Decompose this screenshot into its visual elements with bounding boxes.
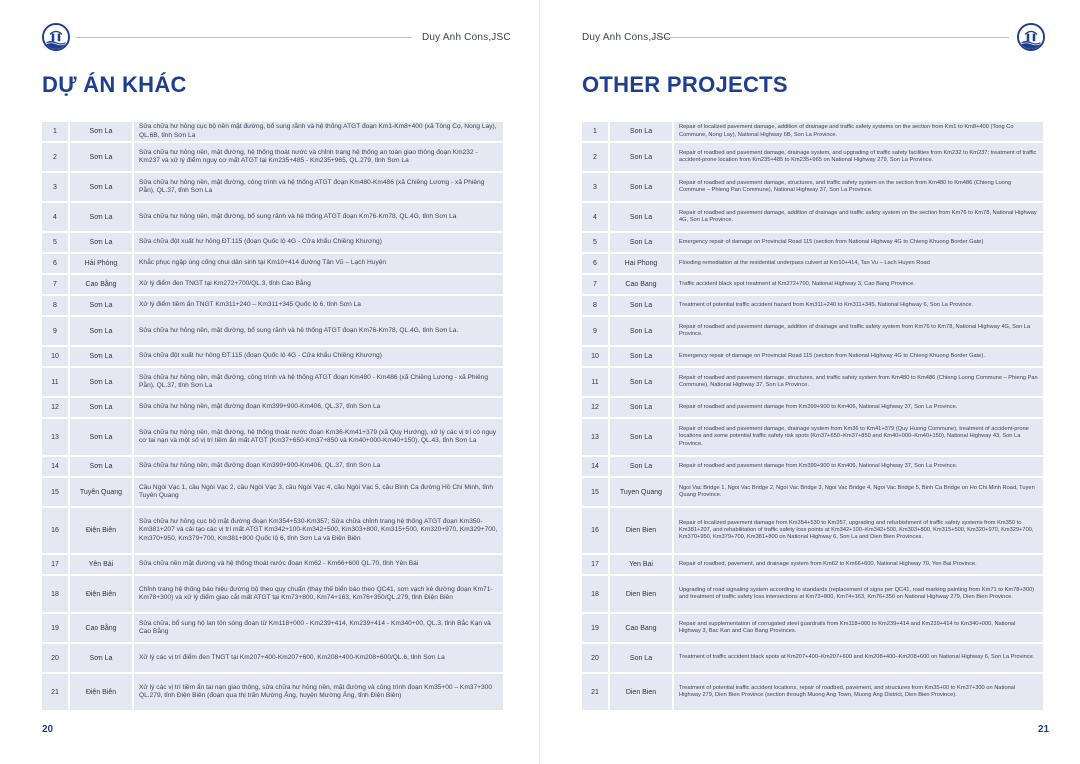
row-number: 7 — [582, 275, 610, 294]
projects-table-body — [42, 122, 503, 710]
row-number: 6 — [42, 254, 70, 273]
row-description: Repair of roadbed and pavement damage, drainage system, and upgrading of traffic safety facilities from Km232 to Km237; treatment of traffic accident-prone location from Km235+485 to Km235+965 on National Highway 279, Son La Province. — [674, 143, 1043, 171]
table-row — [42, 173, 503, 201]
table-row — [582, 368, 1043, 396]
row-description: Repair of localized pavement damage, addition of drainage and traffic safety systems on the section from Km1 to Km8+400 (Tong Co Commune, Nong Lay), National Highway 6B, Son La Province. — [674, 122, 1043, 141]
table-row — [42, 614, 503, 642]
row-number: 13 — [582, 419, 610, 455]
row-description: Sửa chữa hư hỏng nền, mặt đường, hệ thống thoát nước đoạn Km36-Km41+379 (xã Quy Hướng), xử lý các vị trí có nguy cơ tai nạn và một số vị trí tiềm ẩn mất ATGT (Km37+650-Km37+850 và Km40+000-Km40+150), QL.43, tỉnh Sơn La — [134, 419, 503, 455]
row-number: 17 — [582, 555, 610, 574]
row-number: 2 — [582, 143, 610, 171]
row-description: Traffic accident black spot treatment at Km272+700, National Highway 3, Cao Bang Province. — [674, 275, 1043, 294]
row-number: 9 — [582, 317, 610, 345]
row-description: Sửa chữa đột xuất hư hỏng ĐT.115 (đoạn Quốc lộ 4G - Cửa khẩu Chiềng Khương) — [134, 233, 503, 252]
table-row — [42, 254, 503, 273]
row-province: Sơn La — [70, 419, 134, 455]
row-number: 16 — [582, 508, 610, 553]
row-province: Điện Biên — [70, 508, 134, 553]
table-row — [582, 674, 1043, 710]
row-province: Son La — [610, 457, 674, 476]
row-number: 12 — [42, 398, 70, 417]
row-province: Sơn La — [70, 122, 134, 141]
row-description: Emergency repair of damage on Provincial Road 115 (section from National Highway 4G to Chieng Khuong Border Gate) — [674, 233, 1043, 252]
projects-table-vi — [42, 120, 503, 712]
row-number: 15 — [582, 478, 610, 506]
row-description: Chỉnh trang hệ thống báo hiệu đường bộ theo quy chuẩn (thay thế biển báo theo QC41, sơn vạch kẻ đường đoạn Km71-Km78+300) và xử lý điểm giao cắt mất ATGT tại Km73+800, Km74+163, Km76+350/QL.279, tỉnh Điện Biên — [134, 576, 503, 612]
row-number: 19 — [42, 614, 70, 642]
table-row — [582, 275, 1043, 294]
row-province: Son La — [610, 143, 674, 171]
row-description: Sửa chữa, bổ sung hộ lan tôn sóng đoạn từ Km118+000 - Km239+414, Km239+414 - Km340+00, QL.3, tỉnh Bắc Kạn và Cao Bằng — [134, 614, 503, 642]
row-description: Treatment of potential traffic accident locations, repair of roadbed, pavement, and structures from Km35+00 to Km37+300 on National Highway 279, Dien Bien Province (section through Muong Ang Town, Muong Ang District, Dien Bien Province). — [674, 674, 1043, 710]
row-number: 17 — [42, 555, 70, 574]
table-row — [582, 173, 1043, 201]
table-row — [582, 576, 1043, 612]
table-row — [582, 478, 1043, 506]
row-number: 21 — [582, 674, 610, 710]
table-row — [582, 347, 1043, 366]
row-number: 21 — [42, 674, 70, 710]
row-description: Xử lý điểm đen TNGT tại Km272+700/QL.3, tỉnh Cao Bằng — [134, 275, 503, 294]
row-province: Son La — [610, 368, 674, 396]
row-number: 3 — [582, 173, 610, 201]
table-row — [42, 203, 503, 231]
table-row — [582, 233, 1043, 252]
row-province: Son La — [610, 296, 674, 315]
row-description: Repair of roadbed and pavement damage, addition of drainage and traffic safety system from Km76 to Km78, National Highway 4G, Son La Province. — [674, 317, 1043, 345]
table-row — [42, 368, 503, 396]
row-province: Son La — [610, 347, 674, 366]
row-number: 5 — [582, 233, 610, 252]
row-number: 1 — [42, 122, 70, 141]
company-logo-icon — [1017, 23, 1045, 51]
row-province: Cao Bang — [610, 275, 674, 294]
row-description: Emergency repair of damage on Provincial Road 115 (section from National Highway 4G to Chieng Khuong Border Gate). — [674, 347, 1043, 366]
row-description: Repair of roadbed and pavement damage from Km399+900 to Km406, National Highway 37, Son La Province. — [674, 398, 1043, 417]
row-province: Son La — [610, 398, 674, 417]
row-number: 10 — [42, 347, 70, 366]
table-row — [582, 296, 1043, 315]
table-row — [582, 317, 1043, 345]
row-province: Sơn La — [70, 233, 134, 252]
row-province: Yen Bai — [610, 555, 674, 574]
page-title: DỰ ÁN KHÁC — [42, 72, 187, 97]
row-province: Điện Biên — [70, 674, 134, 710]
row-province: Son La — [610, 233, 674, 252]
row-number: 2 — [42, 143, 70, 171]
row-province: Sơn La — [70, 173, 134, 201]
row-description: Sửa chữa hư hỏng nền, mặt đường, công trình và hệ thống ATGT đoạn Km480 - Km486 (xã Chiềng Lương - xã Phiêng Pằn), QL.37, tỉnh Sơn La — [134, 368, 503, 396]
brand-name: Duy Anh Cons,JSC — [582, 32, 671, 43]
row-province: Cao Bằng — [70, 275, 134, 294]
row-number: 11 — [42, 368, 70, 396]
row-number: 16 — [42, 508, 70, 553]
row-province: Yên Bái — [70, 555, 134, 574]
row-number: 4 — [582, 203, 610, 231]
row-province: Dien Bien — [610, 674, 674, 710]
row-description: Sửa chữa hư hỏng nền, mặt đường, công trình và hệ thống ATGT đoạn Km480-Km486 (xã Chiềng Lương - xã Phiêng Pằn), QL.37, tỉnh Sơn La — [134, 173, 503, 201]
right-page — [540, 0, 1080, 764]
row-number: 4 — [42, 203, 70, 231]
row-number: 5 — [42, 233, 70, 252]
row-number: 7 — [42, 275, 70, 294]
table-row — [42, 398, 503, 417]
page-number: 20 — [42, 724, 54, 735]
row-number: 6 — [582, 254, 610, 273]
row-number: 11 — [582, 368, 610, 396]
row-description: Sửa chữa hư hỏng cục bộ nền mặt đường, bổ sung rãnh và hệ thống ATGT đoạn Km1-Km8+400 (xã Tông Cọ, Nong Lay), QL.6B, tỉnh Sơn La — [134, 122, 503, 141]
header-rule — [76, 37, 412, 38]
row-description: Repair of roadbed and pavement damage, addition of drainage and traffic safety system on the section from Km76 to Km78, National Highway 4G, Son La Province. — [674, 203, 1043, 231]
row-description: Repair of roadbed and pavement damage, structures, and traffic safety system on the section from Km480 to Km486 (Chieng Luong Commune – Phieng Pan Commune), National Highway 37, Son La Province. — [674, 173, 1043, 201]
row-description: Repair of localized pavement damage from Km354+530 to Km357, upgrading and refurbishment of traffic safety systems from Km350 to Km381+207, and rehabilitation of traffic safety loss points at Km342+100–Km342+500, Km303+800, Km315+500, Km320+970, Km329+700, Km370+950, Km379+700, Km381+800 on National Highway 6, Son La and Dien Bien Provinces. — [674, 508, 1043, 553]
row-description: Sửa chữa hư hỏng nền, mặt đường đoạn Km399+900-Km406, QL.37, tỉnh Sơn La — [134, 398, 503, 417]
row-province: Son La — [610, 203, 674, 231]
row-province: Điện Biên — [70, 576, 134, 612]
table-row — [42, 644, 503, 672]
row-number: 14 — [582, 457, 610, 476]
table-row — [42, 419, 503, 455]
row-number: 9 — [42, 317, 70, 345]
table-row — [42, 478, 503, 506]
table-row — [582, 122, 1043, 141]
brand-name: Duy Anh Cons,JSC — [422, 32, 511, 43]
row-description: Sửa chữa nền mặt đường và hệ thống thoát nước đoạn Km62 - Km66+600 QL.70, tỉnh Yên Bái — [134, 555, 503, 574]
row-province: Sơn La — [70, 398, 134, 417]
table-row — [582, 555, 1043, 574]
row-number: 14 — [42, 457, 70, 476]
row-description: Treatment of potential traffic accident hazard from Km311+240 to Km311+345, National Highway 6, Son La Province. — [674, 296, 1043, 315]
row-province: Sơn La — [70, 143, 134, 171]
row-province: Dien Bien — [610, 576, 674, 612]
row-description: Xử lý các vị trí điểm đen TNGT tại Km207+400-Km207+600, Km208+400-Km208+600/QL.6, tỉnh Sơn La — [134, 644, 503, 672]
company-logo-icon — [42, 23, 70, 51]
row-number: 8 — [582, 296, 610, 315]
table-row — [42, 347, 503, 366]
row-number: 10 — [582, 347, 610, 366]
row-description: Repair of roadbed and pavement damage from Km399+900 to Km406, National Highway 37, Son La Province. — [674, 457, 1043, 476]
row-province: Sơn La — [70, 457, 134, 476]
row-province: Son La — [610, 122, 674, 141]
table-row — [582, 457, 1043, 476]
row-province: Sơn La — [70, 347, 134, 366]
row-description: Sửa chữa đột xuất hư hỏng ĐT.115 (đoạn Quốc lộ 4G - Cửa khẩu Chiềng Khương) — [134, 347, 503, 366]
table-row — [42, 317, 503, 345]
row-description: Cầu Ngòi Vạc 1, cầu Ngòi Vạc 2, cầu Ngòi Vạc 3, cầu Ngòi Vạc 4, cầu Ngòi Vạc 5, cầu Bình Ca đường Hồ Chí Minh, tỉnh Tuyên Quang — [134, 478, 503, 506]
row-province: Sơn La — [70, 296, 134, 315]
row-number: 19 — [582, 614, 610, 642]
table-row — [42, 233, 503, 252]
row-description: Sửa chữa hư hỏng nền, mặt đường, hệ thống thoát nước và chỉnh trang hệ thống an toàn giao thông đoạn Km232 - Km237 và xử lý điểm nguy cơ mất ATGT tại Km235+485 - Km235+965, QL.279, tỉnh Sơn La — [134, 143, 503, 171]
row-province: Sơn La — [70, 368, 134, 396]
row-description: Sửa chữa hư hỏng nền, mặt đường đoạn Km399+900-Km406, QL.37, tỉnh Sơn La — [134, 457, 503, 476]
row-province: Dien Bien — [610, 508, 674, 553]
row-description: Repair of roadbed, pavement, and drainage system from Km62 to Km66+600, National Highway 70, Yen Bai Province. — [674, 555, 1043, 574]
row-number: 18 — [42, 576, 70, 612]
row-description: Xử lý điểm tiềm ẩn TNGT Km311+240 – Km311+345 Quốc lộ 6, tỉnh Sơn La — [134, 296, 503, 315]
table-row — [582, 508, 1043, 553]
row-description: Repair of roadbed and pavement damage, drainage system from Km36 to Km41+379 (Quy Huong Commune), treatment of accident-prone locations and some potential traffic safety risk spots (Km37+650–Km37+850 and Km40+000–Km40+150), National Highway 43, Son La Province. — [674, 419, 1043, 455]
row-description: Treatment of traffic accident black spots at Km207+400–Km207+600 and Km208+400–Km208+600 on National Highway 6, Son La Province. — [674, 644, 1043, 672]
projects-table-body — [582, 122, 1043, 710]
row-number: 13 — [42, 419, 70, 455]
row-province: Son La — [610, 173, 674, 201]
row-province: Sơn La — [70, 203, 134, 231]
row-description: Sửa chữa hư hỏng nền, mặt đường, bổ sung rãnh và hệ thống ATGT đoạn Km76-Km78, QL.4G, tỉnh Sơn La. — [134, 317, 503, 345]
page-number: 21 — [1038, 724, 1050, 735]
projects-table-en — [582, 120, 1043, 712]
table-row — [42, 555, 503, 574]
table-row — [582, 419, 1043, 455]
row-description: Sửa chữa hư hỏng nền, mặt đường, bổ sung rãnh và hệ thống ATGT đoạn Km76-Km78, QL.4G, tỉnh Sơn La — [134, 203, 503, 231]
table-row — [582, 203, 1043, 231]
row-number: 18 — [582, 576, 610, 612]
row-province: Son La — [610, 644, 674, 672]
table-row — [582, 644, 1043, 672]
row-number: 12 — [582, 398, 610, 417]
row-province: Cao Bang — [610, 614, 674, 642]
table-row — [42, 576, 503, 612]
table-row — [42, 508, 503, 553]
table-row — [42, 143, 503, 171]
row-description: Sửa chữa hư hỏng cục bộ mặt đường đoạn Km354+530-Km357; Sửa chữa chỉnh trang hệ thống ATGT đoạn Km350-Km381+207 và cải tạo các vị trí mất ATGT Km342+100-Km342+500, Km303+800, Km315+500, Km320+970, Km329+700, Km370+950, Km379+700, Km381+800 Quốc lộ 6, tỉnh Sơn La và Điện Biên — [134, 508, 503, 553]
row-description: Khắc phục ngập úng cống chui dân sinh tại Km10+414 đường Tân Vũ – Lạch Huyện — [134, 254, 503, 273]
row-province: Son La — [610, 419, 674, 455]
row-description: Ngoi Vac Bridge 1, Ngoi Vac Bridge 2, Ngoi Vac Bridge 3, Ngoi Vac Bridge 4, Ngoi Vac Bridge 5, Binh Ca Bridge on Ho Chi Minh Road, Tuyen Quang Province. — [674, 478, 1043, 506]
table-row — [42, 122, 503, 141]
row-description: Upgrading of road signaling system according to standards (replacement of signs per QC41, road marking painting from Km71 to Km78+300) and treatment of traffic safety loss intersections at Km73+800, Km74+163, Km76+350 on National Highway 279, Dien Bien Province. — [674, 576, 1043, 612]
row-province: Tuyen Quang — [610, 478, 674, 506]
table-row — [582, 398, 1043, 417]
row-number: 15 — [42, 478, 70, 506]
row-province: Sơn La — [70, 317, 134, 345]
row-number: 3 — [42, 173, 70, 201]
table-row — [582, 614, 1043, 642]
row-province: Cao Bằng — [70, 614, 134, 642]
row-province: Son La — [610, 317, 674, 345]
page-title: OTHER PROJECTS — [582, 72, 788, 97]
row-number: 20 — [42, 644, 70, 672]
row-province: Hai Phong — [610, 254, 674, 273]
header-rule — [652, 37, 1009, 38]
table-row — [42, 296, 503, 315]
table-row — [42, 275, 503, 294]
table-row — [42, 674, 503, 710]
row-province: Hải Phòng — [70, 254, 134, 273]
table-row — [582, 254, 1043, 273]
row-number: 8 — [42, 296, 70, 315]
row-description: Xử lý các vị trí tiềm ẩn tai nạn giao thông, sửa chữa hư hỏng nền, mặt đường và công trình đoạn Km35+00 – Km37+300 QL.279, tỉnh Điện Biên (đoạn qua thị trấn Mường Ảng, huyện Mường Ảng, tỉnh Điện Biên) — [134, 674, 503, 710]
row-description: Repair and supplementation of corrugated steel guardrails from Km118+000 to Km239+414 and Km239+414 to Km340+000, National Highway 3, Bac Kan and Cao Bang Provinces. — [674, 614, 1043, 642]
row-number: 1 — [582, 122, 610, 141]
row-description: Flooding remediation at the residential underpass culvert at Km10+414, Tan Vu – Lach Huyen Road — [674, 254, 1043, 273]
row-province: Sơn La — [70, 644, 134, 672]
row-description: Repair of roadbed and pavement damage, structures, and traffic safety system from Km480 to Km486 (Chieng Luong Commune – Phieng Pan Commune), National Highway 37, Son La Province. — [674, 368, 1043, 396]
row-province: Tuyên Quang — [70, 478, 134, 506]
table-row — [42, 457, 503, 476]
table-row — [582, 143, 1043, 171]
row-number: 20 — [582, 644, 610, 672]
